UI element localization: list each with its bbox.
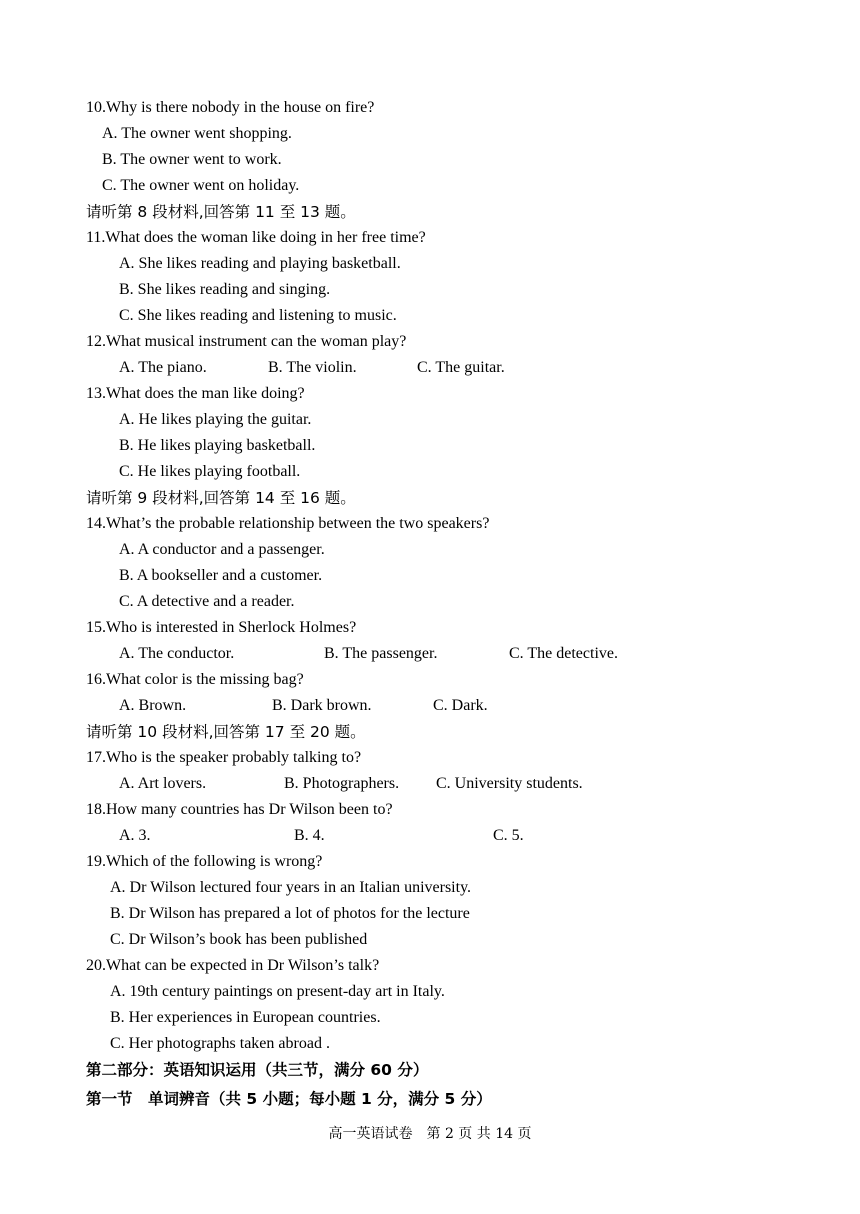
part-2-section-1-heading: 第一节 单词辨音（共 5 小题；每小题 1 分，满分 5 分）: [86, 1090, 492, 1108]
question-16-option-c: C. Dark.: [433, 697, 488, 714]
question-12-option-a: A. The piano.: [119, 359, 207, 376]
question-13-option-c: C. He likes playing football.: [119, 463, 301, 480]
question-14-stem: 14.What’s the probable relationship between the two speakers?: [86, 515, 490, 532]
question-13-option-a: A. He likes playing the guitar.: [119, 411, 312, 428]
question-19-option-b: B. Dr Wilson has prepared a lot of photos for the lecture: [110, 905, 470, 922]
question-10-option-c: C. The owner went on holiday.: [102, 177, 300, 194]
question-19-option-a: A. Dr Wilson lectured four years in an Italian university.: [110, 879, 472, 896]
question-13-option-b: B. He likes playing basketball.: [119, 437, 316, 454]
question-14-option-a: A. A conductor and a passenger.: [119, 541, 325, 558]
question-12-option-c: C. The guitar.: [417, 359, 505, 376]
question-14-option-c: C. A detective and a reader.: [119, 593, 295, 610]
part-2-heading: 第二部分：英语知识运用（共三节，满分 60 分）: [86, 1061, 429, 1079]
question-18-option-b: B. 4.: [294, 827, 325, 844]
question-16-option-b: B. Dark brown.: [272, 697, 372, 714]
question-15-options: [0, 644, 860, 664]
question-10-option-a: A. The owner went shopping.: [102, 125, 292, 142]
question-19-stem: 19.Which of the following is wrong?: [86, 853, 323, 870]
question-18-stem: 18.How many countries has Dr Wilson been to?: [86, 801, 393, 818]
question-19-option-c: C. Dr Wilson’s book has been published: [110, 931, 368, 948]
question-20-option-c: C. Her photographs taken abroad .: [110, 1035, 330, 1052]
question-18-option-c: C. 5.: [493, 827, 524, 844]
section-9-instruction: 请听第 9 段材料,回答第 14 至 16 题。: [86, 489, 356, 507]
question-15-stem: 15.Who is interested in Sherlock Holmes?: [86, 619, 357, 636]
question-11-stem: 11.What does the woman like doing in her free time?: [86, 229, 426, 246]
question-16-options: [0, 696, 860, 716]
question-17-stem: 17.Who is the speaker probably talking to?: [86, 749, 362, 766]
question-12-option-b: B. The violin.: [268, 359, 357, 376]
question-14-option-b: B. A bookseller and a customer.: [119, 567, 323, 584]
question-18-option-a: A. 3.: [119, 827, 151, 844]
question-16-stem: 16.What color is the missing bag?: [86, 671, 304, 688]
question-10-option-b: B. The owner went to work.: [102, 151, 282, 168]
section-10-instruction: 请听第 10 段材料,回答第 17 至 20 题。: [86, 723, 366, 741]
question-15-option-a: A. The conductor.: [119, 645, 235, 662]
question-17-option-c: C. University students.: [436, 775, 583, 792]
question-11-option-b: B. She likes reading and singing.: [119, 281, 331, 298]
section-8-instruction: 请听第 8 段材料,回答第 11 至 13 题。: [86, 203, 356, 221]
question-16-option-a: A. Brown.: [119, 697, 187, 714]
question-17-option-b: B. Photographers.: [284, 775, 400, 792]
question-17-option-a: A. Art lovers.: [119, 775, 207, 792]
question-20-option-a: A. 19th century paintings on present-day art in Italy.: [110, 983, 445, 1000]
question-12-stem: 12.What musical instrument can the woman play?: [86, 333, 407, 350]
question-15-option-b: B. The passenger.: [324, 645, 438, 662]
question-20-option-b: B. Her experiences in European countries.: [110, 1009, 381, 1026]
question-10-stem: 10.Why is there nobody in the house on fire?: [86, 99, 375, 116]
question-15-option-c: C. The detective.: [509, 645, 618, 662]
question-13-stem: 13.What does the man like doing?: [86, 385, 305, 402]
question-18-options: [0, 826, 860, 846]
question-20-stem: 20.What can be expected in Dr Wilson’s talk?: [86, 957, 380, 974]
question-11-option-a: A. She likes reading and playing basketball.: [119, 255, 401, 272]
page-footer: 高一英语试卷 第 2 页 共 14 页: [328, 1126, 532, 1142]
question-17-options: [0, 774, 860, 794]
question-11-option-c: C. She likes reading and listening to music.: [119, 307, 397, 324]
question-12-options: [0, 358, 860, 378]
